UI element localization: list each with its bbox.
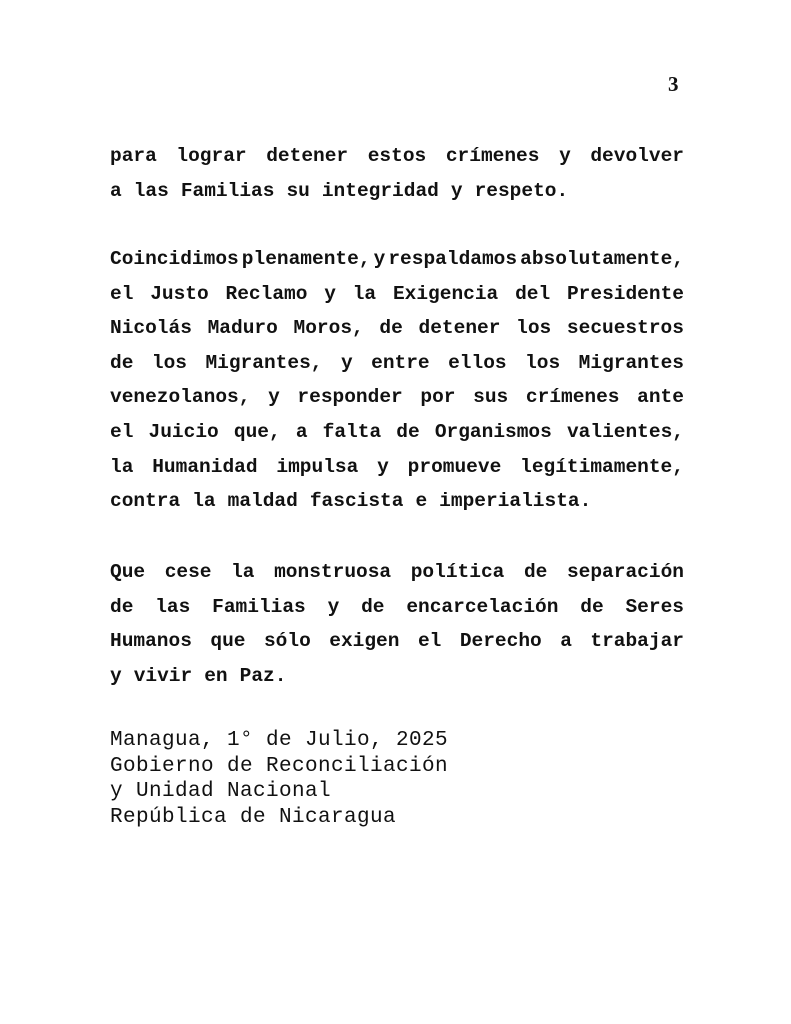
paragraph-3 [110,555,684,693]
paragraph-1 [110,139,684,208]
paragraph-line: la Humanidad impulsa y promueve legítimamente, [110,455,684,478]
paragraph-line: el Juicio que, a falta de Organismos valientes, [110,420,684,443]
paragraph-line: Humanos que sólo exigen el Derecho a trabajar [110,630,684,653]
signature-place-date: Managua, 1° de Julio, 2025 [110,729,449,752]
signature-institution-line-1: Gobierno de Reconciliación [110,754,449,778]
paragraph-2 [110,242,684,519]
signature-block [110,728,448,830]
paragraph-line: de las Familias y de encarcelación de Seres [110,595,684,618]
paragraph-line: el Justo Reclamo y la Exigencia del Presidente [110,282,684,305]
paragraph-line: a las Familias su integridad y respeto. [110,179,569,202]
paragraph-line: Nicolás Maduro Moros, de detener los secuestros [110,317,684,340]
paragraph-line: Que cese la monstruosa política de separación [110,561,684,583]
signature-country: República de Nicaragua [110,805,397,829]
paragraph-line: de los Migrantes, y entre ellos los Migrantes [110,351,684,374]
paragraph-line: Coincidimos plenamente, y respaldamos absolutamente, [110,248,684,270]
paragraph-line: para lograr detener estos crímenes y devolver [110,145,684,167]
paragraph-line: y vivir en Paz. [110,664,287,687]
page-number: 3 [668,72,679,96]
paragraph-line: venezolanos, y responder por sus crímenes ante [110,386,684,409]
paragraph-line: contra la maldad fascista e imperialista. [110,490,592,513]
signature-institution-line-2: y Unidad Nacional [110,780,332,803]
